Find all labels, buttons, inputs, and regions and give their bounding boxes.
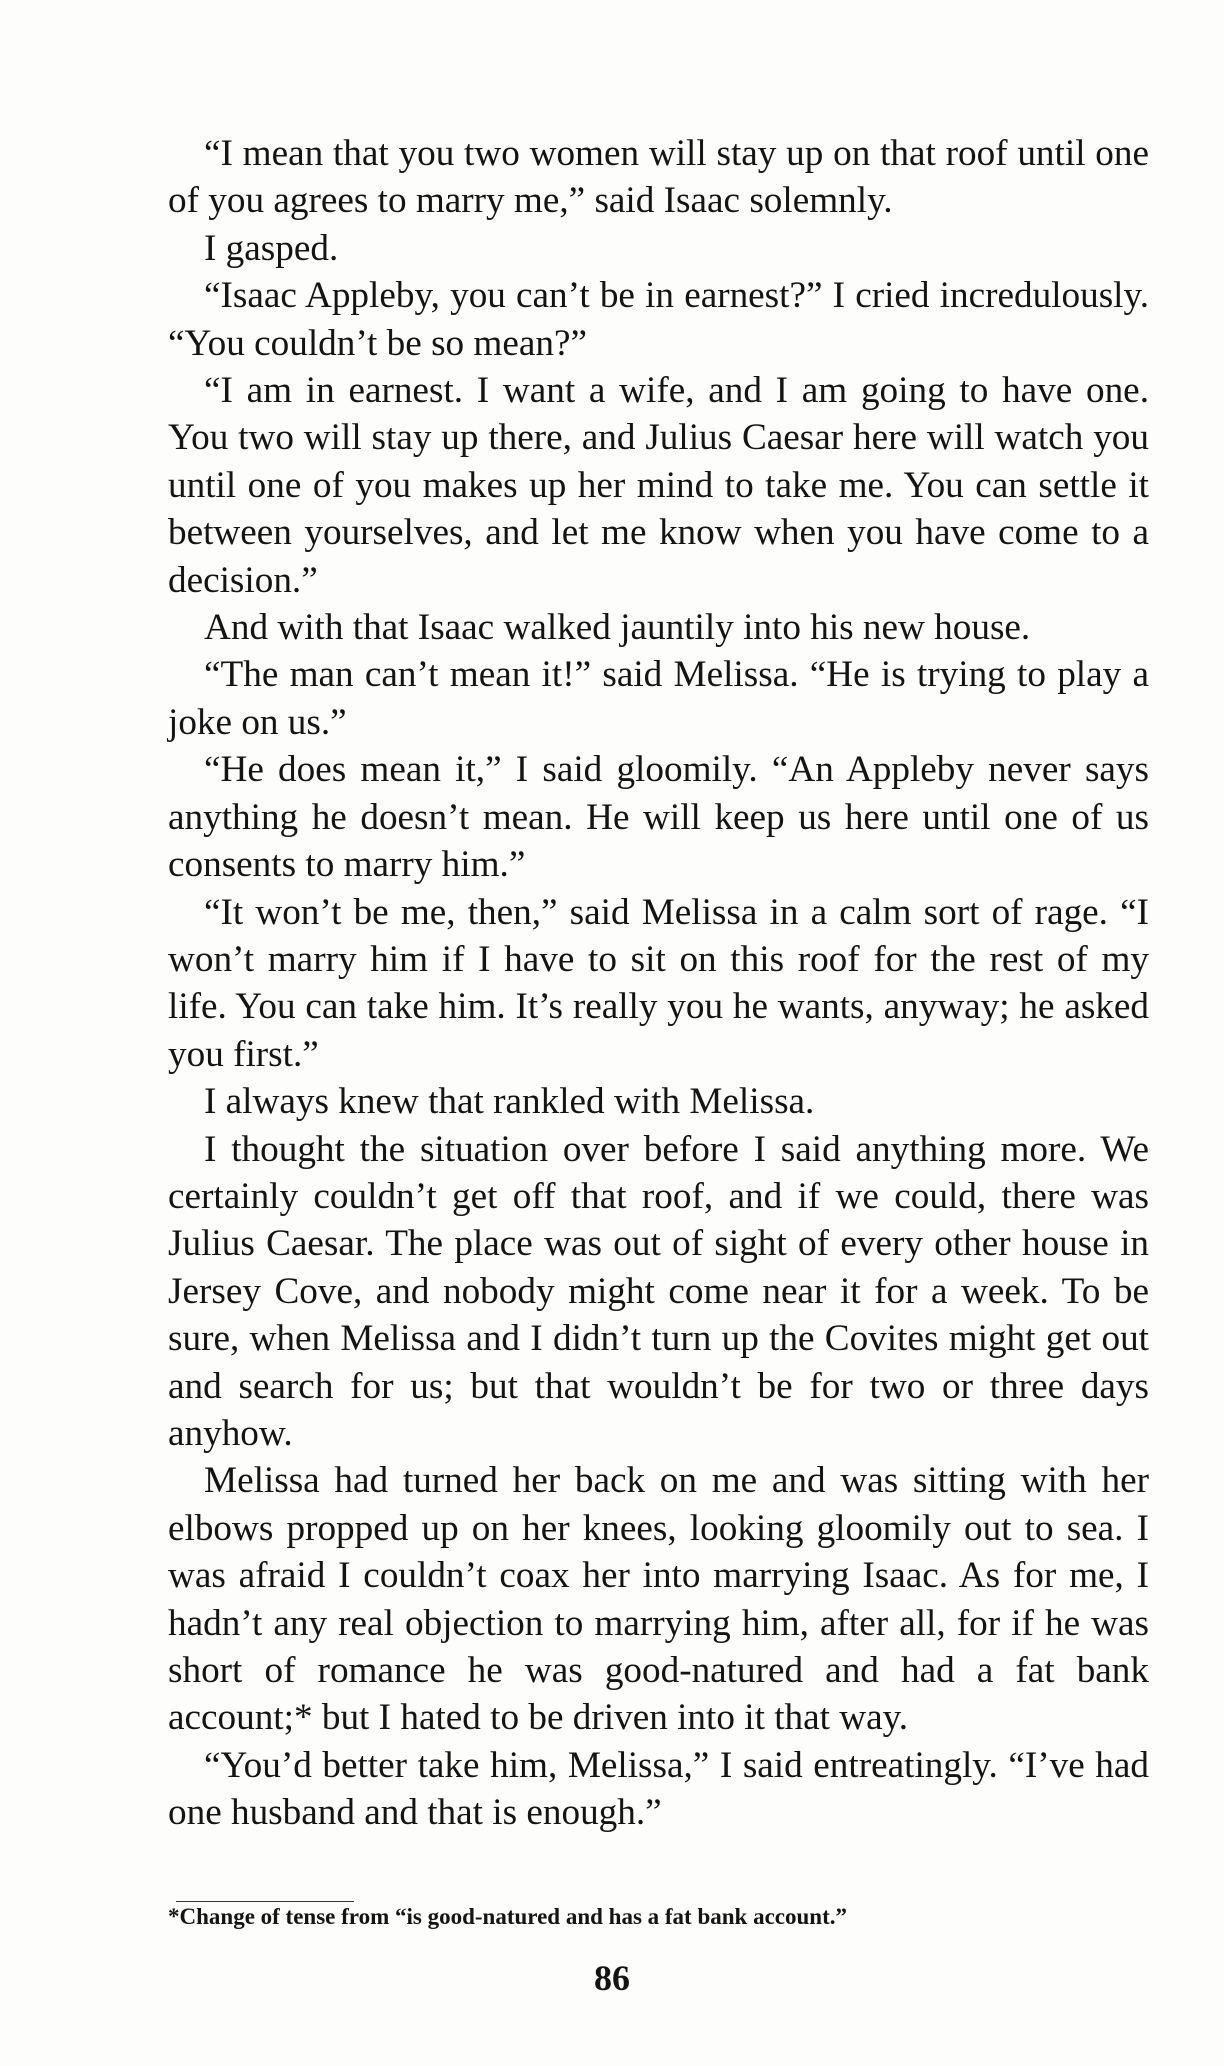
paragraph: I gasped. [204, 227, 339, 269]
paragraph: “Isaac Appleby, you can’t be in earnest?” I cried incredulously. “You couldn’t be so mean?” [168, 275, 1149, 364]
paragraph: “I mean that you two women will stay up on that roof until one of you agrees to marry me,” said Isaac solemnly. [168, 133, 1149, 222]
paragraph: “I am in earnest. I want a wife, and I am going to have one. You two will stay up there, and Julius Caesar here will watch you until one of you makes up her mind to take me. You can settle it between yourselves, and let me know when you have come to a decision.” [168, 370, 1149, 601]
paragraph: And with that Isaac walked jauntily into his new house. [204, 607, 1031, 649]
footnote-rule [176, 1901, 354, 1902]
page-number: 86 [594, 1958, 630, 1998]
paragraph: “You’d better take him, Melissa,” I said entreatingly. “I’ve had one husband and that is enough.” [168, 1744, 1149, 1834]
body-text [168, 130, 1149, 1837]
paragraph: “The man can’t mean it!” said Melissa. “He is trying to play a joke on us.” [168, 654, 1149, 743]
paragraph: “It won’t be me, then,” said Melissa in a calm sort of rage. “I won’t marry him if I have to sit on this roof for the rest of my life. You can take him. It’s really you he wants, anyway; he asked you first.” [168, 891, 1149, 1075]
paragraph: “He does mean it,” I said gloomily. “An Appleby never says anything he doesn’t mean. He will keep us here until one of us consents to marry him.” [168, 749, 1149, 886]
footnote: *Change of tense from “is good-natured and has a fat bank account.” [168, 1904, 847, 1929]
paragraph: I always knew that rankled with Melissa. [204, 1081, 815, 1123]
paragraph: Melissa had turned her back on me and was sitting with her elbows propped up on her knees, looking gloomily out to sea. I was afraid I couldn’t coax her into marrying Isaac. As for me, I hadn’t any real objection to marrying him, after all, for if he was short of romance he was good-natured and had a fat bank account;* but I hated to be driven into it that way. [168, 1460, 1149, 1739]
paragraph: I thought the situation over before I said anything more. We certainly couldn’t get off that roof, and if we could, there was Julius Caesar. The place was out of sight of every other house in Jersey Cove, and nobody might come near it for a week. To be sure, when Melissa and I didn’t turn up the Covites might get out and search for us; but that wouldn’t be for two or three days anyhow. [168, 1128, 1149, 1454]
